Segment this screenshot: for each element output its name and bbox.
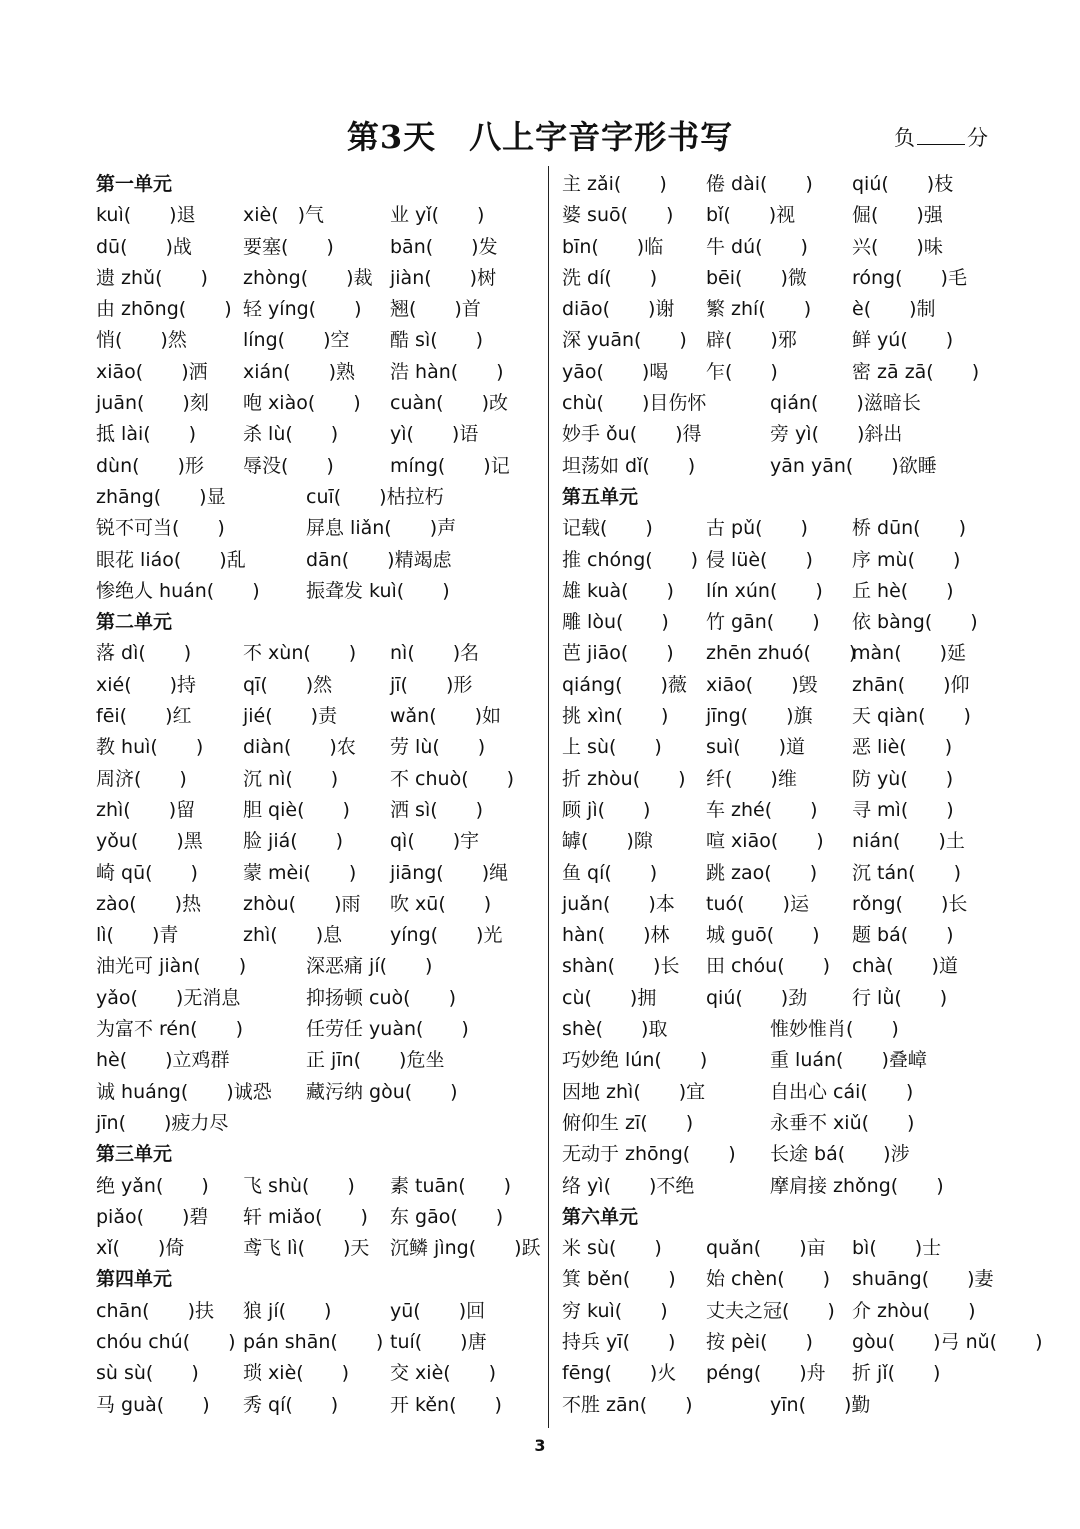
fill-blank-item[interactable]: 鱼 qí( ) bbox=[562, 861, 658, 884]
exercise-row bbox=[562, 451, 1002, 482]
fill-blank-item[interactable]: 城 guō( ) bbox=[706, 924, 820, 947]
fill-blank-item[interactable]: xiāo( )毁 bbox=[706, 673, 818, 696]
fill-blank-item[interactable]: jiāng( )绳 bbox=[390, 861, 509, 884]
fill-blank-item[interactable]: 牛 dú( ) bbox=[706, 235, 808, 258]
fill-blank-item[interactable]: 开 kěn( ) bbox=[390, 1393, 502, 1416]
fill-blank-item[interactable]: 俯仰生 zī( ) bbox=[562, 1111, 694, 1134]
fill-blank-item[interactable]: 古 pǔ( ) bbox=[706, 517, 808, 540]
fill-blank-item[interactable]: 绝 yǎn( ) bbox=[96, 1174, 209, 1197]
exercise-row bbox=[562, 1171, 1002, 1202]
exercise-row bbox=[562, 826, 1002, 857]
fill-blank-item[interactable]: jiàn( )树 bbox=[390, 266, 497, 289]
unit-heading: 第五单元 bbox=[562, 485, 639, 508]
fill-blank-item[interactable]: yīn( )勤 bbox=[770, 1393, 871, 1416]
fill-blank-item[interactable]: 上 sù( ) bbox=[562, 736, 662, 759]
score-field bbox=[894, 122, 988, 152]
fill-blank-item[interactable]: 桥 dūn( ) bbox=[852, 517, 967, 540]
fill-blank-item[interactable]: màn( )延 bbox=[852, 642, 967, 665]
fill-blank-item[interactable]: 惟妙惟肖( ) bbox=[770, 1018, 899, 1041]
fill-blank-item[interactable]: 雄 kuà( ) bbox=[562, 579, 674, 602]
fill-blank-item[interactable]: suì( )道 bbox=[706, 736, 806, 759]
fill-blank-item[interactable]: zhòu( )雨 bbox=[243, 892, 361, 915]
fill-blank-item[interactable]: 脸 jiá( ) bbox=[243, 830, 344, 853]
fill-blank-item[interactable]: róng( )毛 bbox=[852, 266, 967, 289]
fill-blank-item[interactable]: 主 zǎi( ) bbox=[562, 173, 667, 195]
fill-blank-item[interactable]: fēng( )火 bbox=[562, 1362, 677, 1385]
fill-blank-item[interactable]: chù( )目伤怀 bbox=[562, 392, 707, 415]
fill-blank-item[interactable]: 络 yì( )不绝 bbox=[562, 1174, 695, 1197]
fill-blank-item[interactable]: qiáng( )薇 bbox=[562, 673, 687, 696]
fill-blank-item[interactable]: 锐不可当( ) bbox=[96, 517, 225, 540]
fill-blank-item[interactable]: shuāng( )妻 bbox=[852, 1268, 994, 1291]
fill-blank-item[interactable]: dān( )精竭虑 bbox=[306, 548, 452, 571]
score-blank[interactable] bbox=[917, 126, 965, 145]
unit-heading: 第二单元 bbox=[96, 611, 173, 634]
exercise-row bbox=[562, 638, 1002, 669]
fill-blank-item[interactable]: shè( )取 bbox=[562, 1018, 668, 1041]
exercise-row bbox=[96, 638, 541, 669]
fill-blank-item[interactable]: 行 lǜ( ) bbox=[852, 986, 948, 1009]
fill-blank-item[interactable]: bān( )发 bbox=[390, 235, 498, 258]
exercise-row bbox=[562, 1264, 1002, 1295]
fill-blank-item[interactable]: qiú( )劲 bbox=[706, 986, 808, 1009]
fill-blank-item[interactable]: 为富不 rén( ) bbox=[96, 1018, 243, 1041]
fill-blank-item[interactable]: 崎 qū( ) bbox=[96, 861, 198, 884]
exercise-row bbox=[562, 701, 1002, 732]
fill-blank-item[interactable]: sù sù( ) bbox=[96, 1362, 199, 1385]
fill-blank-item[interactable]: zhān( )仰 bbox=[852, 673, 970, 696]
fill-blank-item[interactable]: 车 zhé( ) bbox=[706, 798, 818, 821]
fill-blank-item[interactable]: shàn( )长 bbox=[562, 955, 680, 978]
fill-blank-item[interactable]: 深 yuān( ) bbox=[562, 329, 687, 352]
fill-blank-item[interactable]: 辟( )邪 bbox=[706, 329, 797, 352]
fill-blank-item[interactable]: 要塞( ) bbox=[243, 235, 334, 258]
fill-blank-item[interactable]: 东 gāo( ) bbox=[390, 1205, 504, 1228]
exercise-row bbox=[96, 200, 541, 231]
fill-blank-item[interactable]: yǒu( )黑 bbox=[96, 830, 203, 853]
exercise-row bbox=[96, 419, 541, 450]
exercise-row bbox=[562, 1390, 1002, 1421]
fill-blank-item[interactable]: 咆 xiào( ) bbox=[243, 392, 361, 415]
fill-blank-item[interactable]: juǎn( )本 bbox=[562, 892, 675, 915]
fill-blank-item[interactable]: 洒 sì( ) bbox=[390, 798, 484, 821]
exercise-row bbox=[562, 764, 1002, 795]
right-column bbox=[562, 169, 1043, 1421]
exercise-row bbox=[96, 920, 541, 951]
exercise-row bbox=[96, 451, 541, 482]
fill-blank-item[interactable]: zhāng( )显 bbox=[96, 485, 226, 508]
fill-blank-item[interactable]: nián( )土 bbox=[852, 830, 965, 853]
fill-blank-item[interactable]: 洗 dí( ) bbox=[562, 266, 658, 289]
fill-blank-item[interactable]: 雕 lòu( ) bbox=[562, 611, 669, 634]
fill-blank-item[interactable]: 始 chèn( ) bbox=[706, 1268, 831, 1291]
exercise-row bbox=[562, 858, 1002, 889]
fill-blank-item[interactable]: 周济( ) bbox=[96, 767, 187, 790]
exercise-row bbox=[96, 1077, 541, 1108]
fill-blank-item[interactable]: 繁 zhí( ) bbox=[706, 298, 812, 321]
exercise-row bbox=[96, 701, 541, 732]
fill-blank-item[interactable]: 箕 běn( ) bbox=[562, 1268, 676, 1291]
score-prefix: 负 bbox=[894, 126, 915, 150]
fill-blank-item[interactable]: 藏污纳 gòu( ) bbox=[306, 1080, 458, 1103]
fill-blank-item[interactable]: kuì( )退 bbox=[96, 204, 196, 227]
fill-blank-item[interactable]: 杀 lù( ) bbox=[243, 423, 339, 446]
fill-blank-item[interactable]: 抵 lài( ) bbox=[96, 423, 197, 446]
fill-blank-item[interactable]: chà( )道 bbox=[852, 955, 958, 978]
exercise-row bbox=[96, 357, 541, 388]
exercise-row bbox=[96, 951, 541, 982]
exercise-row bbox=[562, 263, 1002, 294]
fill-blank-item[interactable]: zhì( )留 bbox=[96, 798, 196, 821]
fill-blank-item[interactable]: 振聋发 kuì( ) bbox=[306, 579, 450, 602]
fill-blank-item[interactable]: 折 jǐ( ) bbox=[852, 1362, 941, 1385]
fill-blank-item[interactable]: nì( )名 bbox=[390, 642, 480, 665]
fill-blank-item[interactable]: 沉鳞 jìng( )跃 bbox=[390, 1237, 541, 1260]
fill-blank-item[interactable]: 寻 mì( ) bbox=[852, 798, 954, 821]
fill-blank-item[interactable]: 密 zā zā( ) bbox=[852, 360, 980, 383]
fill-blank-item[interactable]: 防 yù( ) bbox=[852, 767, 954, 790]
fill-blank-item[interactable]: jīn( )疲力尽 bbox=[96, 1111, 229, 1134]
fill-blank-item[interactable]: hè( )立鸡群 bbox=[96, 1049, 230, 1072]
fill-blank-item[interactable]: yān yān( )欲睡 bbox=[770, 454, 937, 477]
exercise-row bbox=[562, 1108, 1002, 1139]
fill-blank-item[interactable]: 秀 qí( ) bbox=[243, 1393, 339, 1416]
fill-blank-item[interactable]: rǒng( )长 bbox=[852, 892, 968, 915]
exercise-row bbox=[96, 1202, 541, 1233]
fill-blank-item[interactable]: 劳 lù( ) bbox=[390, 736, 486, 759]
fill-blank-item[interactable]: 倔( )强 bbox=[852, 204, 943, 227]
fill-blank-item[interactable]: 穷 kuì( ) bbox=[562, 1299, 668, 1322]
fill-blank-item[interactable]: qī( )然 bbox=[243, 673, 333, 696]
fill-blank-item[interactable]: 鲜 yú( ) bbox=[852, 329, 954, 352]
left-column bbox=[96, 169, 541, 1421]
exercise-row bbox=[96, 732, 541, 763]
fill-blank-item[interactable]: cù( )拥 bbox=[562, 986, 657, 1009]
page-title: 第3天 八上字音字形书写 bbox=[346, 118, 734, 156]
fill-blank-item[interactable]: 罅( )隙 bbox=[562, 830, 653, 853]
exercise-row bbox=[96, 983, 541, 1014]
fill-blank-item[interactable]: 题 bá( ) bbox=[852, 924, 954, 947]
fill-blank-item[interactable]: 蒙 mèi( ) bbox=[243, 861, 357, 884]
score-suffix: 分 bbox=[967, 126, 988, 150]
fill-blank-item[interactable]: zhēn zhuó( ) bbox=[706, 642, 857, 665]
exercise-row bbox=[96, 1233, 541, 1264]
fill-blank-item[interactable]: 持兵 yī( ) bbox=[562, 1330, 676, 1353]
fill-blank-item[interactable]: chóu chú( ) bbox=[96, 1330, 236, 1353]
exercise-row bbox=[96, 513, 541, 544]
fill-blank-item[interactable]: zào( )热 bbox=[96, 892, 202, 915]
fill-blank-item[interactable]: 天 qiàn( ) bbox=[852, 705, 971, 728]
exercise-row bbox=[96, 1327, 541, 1358]
fill-blank-item[interactable]: dùn( )形 bbox=[96, 454, 204, 477]
fill-blank-item[interactable]: juān( )刻 bbox=[96, 392, 209, 415]
fill-blank-item[interactable]: 遗 zhǔ( ) bbox=[96, 266, 208, 289]
unit-heading: 第三单元 bbox=[96, 1143, 173, 1166]
fill-blank-item[interactable]: 重 luán( )叠嶂 bbox=[770, 1049, 927, 1072]
fill-blank-item[interactable]: 侵 lüè( ) bbox=[706, 548, 813, 571]
exercise-row bbox=[96, 889, 541, 920]
exercise-row bbox=[562, 545, 1002, 576]
exercise-row bbox=[96, 325, 541, 356]
exercise-row bbox=[96, 858, 541, 889]
fill-blank-item[interactable]: 倦 dài( ) bbox=[706, 173, 813, 195]
fill-blank-item[interactable]: 任劳任 yuàn( ) bbox=[306, 1018, 469, 1041]
unit-heading: 第四单元 bbox=[96, 1268, 173, 1291]
exercise-row bbox=[562, 388, 1002, 419]
exercise-row bbox=[562, 951, 1002, 982]
fill-blank-item[interactable]: 摩肩接 zhǒng( ) bbox=[770, 1174, 944, 1197]
fill-blank-item[interactable]: 无动于 zhōng( ) bbox=[562, 1143, 736, 1166]
page-number: 3 bbox=[534, 1436, 546, 1455]
fill-blank-item[interactable]: quǎn( )亩 bbox=[706, 1237, 826, 1260]
fill-blank-item[interactable]: yāo( )喝 bbox=[562, 360, 669, 383]
fill-blank-item[interactable]: lín xún( ) bbox=[706, 579, 823, 602]
fill-blank-item[interactable]: yíng( )光 bbox=[390, 924, 503, 947]
fill-blank-item[interactable]: 沉 tán( ) bbox=[852, 861, 961, 884]
fill-blank-item[interactable]: yǎo( )无消息 bbox=[96, 986, 241, 1009]
exercise-row bbox=[562, 670, 1002, 701]
fill-blank-item[interactable]: 屏息 liǎn( )声 bbox=[306, 517, 457, 540]
exercise-row bbox=[96, 1014, 541, 1045]
exercise-row bbox=[96, 1108, 541, 1139]
exercise-row bbox=[96, 826, 541, 857]
fill-blank-item[interactable]: qián( )滋暗长 bbox=[770, 392, 921, 415]
fill-blank-item[interactable]: 素 tuān( ) bbox=[390, 1174, 512, 1197]
exercise-row bbox=[96, 795, 541, 826]
fill-blank-item[interactable]: 喧 xiāo( ) bbox=[706, 830, 824, 853]
fill-blank-item[interactable]: 不 chuò( ) bbox=[390, 767, 515, 790]
exercise-row bbox=[562, 889, 1002, 920]
exercise-row bbox=[96, 263, 541, 294]
exercise-row bbox=[562, 1296, 1002, 1327]
fill-blank-item[interactable]: wǎn( )如 bbox=[390, 705, 502, 728]
fill-blank-item[interactable]: jié( )责 bbox=[243, 705, 338, 728]
fill-blank-item[interactable]: 按 pèi( ) bbox=[706, 1330, 813, 1353]
fill-blank-item[interactable]: xiāo( )洒 bbox=[96, 360, 208, 383]
fill-blank-item[interactable]: 诚 huáng( )诚恐 bbox=[96, 1080, 272, 1103]
unit-heading: 第一单元 bbox=[96, 173, 173, 195]
fill-blank-item[interactable]: yì( )语 bbox=[390, 423, 479, 446]
fill-blank-item[interactable]: 辱没( ) bbox=[243, 454, 334, 477]
exercise-row bbox=[562, 200, 1002, 231]
fill-blank-item[interactable]: 狼 jí( ) bbox=[243, 1299, 332, 1322]
fill-blank-item[interactable]: xǐ( )倚 bbox=[96, 1237, 185, 1260]
fill-blank-item[interactable]: 落 dì( ) bbox=[96, 642, 192, 665]
fill-blank-item[interactable]: 巧妙绝 lún( ) bbox=[562, 1049, 708, 1072]
fill-blank-item[interactable]: 轻 yíng( ) bbox=[243, 298, 362, 321]
exercise-row bbox=[96, 545, 541, 576]
exercise-row bbox=[562, 294, 1002, 325]
exercise-row bbox=[562, 325, 1002, 356]
fill-blank-item[interactable]: 鸢飞 lì( )天 bbox=[243, 1237, 370, 1260]
fill-blank-item[interactable]: 推 chóng( ) bbox=[562, 548, 699, 571]
fill-blank-item[interactable]: 序 mù( ) bbox=[852, 548, 961, 571]
exercise-row bbox=[562, 419, 1002, 450]
fill-blank-item[interactable]: xiè( )气 bbox=[243, 204, 325, 227]
fill-blank-item[interactable]: 不 xùn( ) bbox=[243, 642, 357, 665]
fill-blank-item[interactable]: 永垂不 xiǔ( ) bbox=[770, 1111, 915, 1134]
fill-blank-item[interactable]: 挑 xìn( ) bbox=[562, 705, 669, 728]
fill-blank-item[interactable]: dū( )战 bbox=[96, 235, 192, 258]
exercise-row bbox=[562, 920, 1002, 951]
fill-blank-item[interactable]: xián( )熟 bbox=[243, 360, 356, 383]
exercise-row bbox=[562, 576, 1002, 607]
column-divider bbox=[548, 166, 549, 1428]
exercise-row bbox=[562, 1045, 1002, 1076]
exercise-row bbox=[562, 732, 1002, 763]
fill-blank-item[interactable]: péng( )舟 bbox=[706, 1362, 826, 1385]
fill-blank-item[interactable]: 沉 nì( ) bbox=[243, 767, 339, 790]
fill-blank-item[interactable]: 自出心 cái( ) bbox=[770, 1080, 914, 1103]
fill-blank-item[interactable]: 婆 suō( ) bbox=[562, 204, 674, 227]
fill-blank-item[interactable]: 由 zhōng( ) bbox=[96, 298, 232, 321]
fill-blank-item[interactable]: 旁 yì( )斜出 bbox=[770, 423, 903, 446]
fill-blank-item[interactable]: hàn( )林 bbox=[562, 924, 670, 947]
fill-blank-item[interactable]: zhì( )息 bbox=[243, 924, 343, 947]
fill-blank-item[interactable]: 胆 qiè( ) bbox=[243, 798, 350, 821]
fill-blank-item[interactable]: jīng( )旗 bbox=[706, 705, 813, 728]
exercise-row bbox=[562, 513, 1002, 544]
exercise-row bbox=[96, 1358, 541, 1389]
fill-blank-item[interactable]: bǐ( )视 bbox=[706, 204, 796, 227]
fill-blank-item[interactable]: 竹 gān( ) bbox=[706, 611, 820, 634]
fill-blank-item[interactable]: 恶 liè( ) bbox=[852, 736, 953, 759]
fill-blank-item[interactable]: jī( )形 bbox=[390, 673, 473, 696]
fill-blank-item[interactable]: 芭 jiāo( ) bbox=[562, 642, 674, 665]
exercise-row bbox=[96, 1045, 541, 1076]
fill-blank-item[interactable]: 抑扬顿 cuò( ) bbox=[306, 986, 456, 1009]
exercise-row bbox=[562, 983, 1002, 1014]
fill-blank-item[interactable]: 因地 zhì( )宜 bbox=[562, 1080, 706, 1103]
exercise-row bbox=[562, 169, 1002, 200]
fill-blank-item[interactable]: qì( )宇 bbox=[390, 830, 480, 853]
fill-blank-item[interactable]: cuàn( )改 bbox=[390, 392, 508, 415]
fill-blank-item[interactable]: 悄( )然 bbox=[96, 329, 187, 352]
fill-blank-item[interactable]: 琐 xiè( ) bbox=[243, 1362, 350, 1385]
fill-blank-item[interactable]: 丈夫之冠( ) bbox=[706, 1299, 835, 1322]
exercise-row bbox=[562, 357, 1002, 388]
fill-blank-item[interactable]: 坦荡如 dǐ( ) bbox=[562, 454, 696, 477]
fill-blank-item[interactable]: 乍( ) bbox=[706, 360, 778, 383]
fill-blank-item[interactable]: 交 xiè( ) bbox=[390, 1362, 497, 1385]
fill-blank-item[interactable]: tuí( )唐 bbox=[390, 1330, 487, 1353]
fill-blank-item[interactable]: fēi( )红 bbox=[96, 705, 192, 728]
exercise-row bbox=[96, 670, 541, 701]
exercise-row bbox=[562, 1139, 1002, 1170]
fill-blank-item[interactable]: 米 sù( ) bbox=[562, 1237, 662, 1260]
unit-heading: 第六单元 bbox=[562, 1205, 639, 1228]
fill-blank-item[interactable]: 浩 hàn( ) bbox=[390, 360, 504, 383]
exercise-row bbox=[562, 1014, 1002, 1045]
exercise-row bbox=[562, 1233, 1002, 1264]
fill-blank-item[interactable]: 折 zhòu( ) bbox=[562, 767, 686, 790]
fill-blank-item[interactable]: cuī( )枯拉朽 bbox=[306, 485, 444, 508]
fill-blank-item[interactable]: míng( )记 bbox=[390, 454, 510, 477]
fill-blank-item[interactable]: 不胜 zān( ) bbox=[562, 1393, 693, 1416]
fill-blank-item[interactable]: 惨绝人 huán( ) bbox=[96, 579, 260, 602]
fill-blank-item[interactable]: zhòng( )裁 bbox=[243, 266, 373, 289]
exercise-row bbox=[562, 795, 1002, 826]
fill-blank-item[interactable]: 介 zhòu( ) bbox=[852, 1299, 976, 1322]
fill-blank-item[interactable]: bīn( )临 bbox=[562, 235, 664, 258]
fill-blank-item[interactable]: qiú( )枝 bbox=[852, 173, 954, 195]
fill-blank-item[interactable]: 教 huì( ) bbox=[96, 736, 204, 759]
fill-blank-item[interactable]: 正 jīn( )危坐 bbox=[306, 1049, 445, 1072]
fill-blank-item[interactable]: 吹 xū( ) bbox=[390, 892, 492, 915]
exercise-row bbox=[96, 294, 541, 325]
fill-blank-item[interactable]: 长途 bá( )涉 bbox=[770, 1143, 910, 1166]
fill-blank-item[interactable]: lì( )青 bbox=[96, 924, 179, 947]
exercise-row bbox=[562, 607, 1002, 638]
fill-blank-item[interactable]: chān( )扶 bbox=[96, 1299, 214, 1322]
exercise-row bbox=[562, 1327, 1043, 1358]
fill-blank-item[interactable]: 记载( ) bbox=[562, 517, 653, 540]
exercise-row bbox=[96, 1296, 541, 1327]
exercise-row bbox=[562, 1358, 1002, 1389]
fill-blank-item[interactable]: è( )制 bbox=[852, 298, 936, 321]
fill-blank-item[interactable]: diāo( )谢 bbox=[562, 298, 675, 321]
exercise-row bbox=[96, 482, 541, 513]
exercise-row bbox=[96, 232, 541, 263]
fill-blank-item[interactable]: 深恶痛 jí( ) bbox=[306, 955, 433, 978]
fill-blank-item[interactable]: 酷 sì( ) bbox=[390, 329, 484, 352]
fill-blank-item[interactable]: 马 guà( ) bbox=[96, 1393, 210, 1416]
fill-blank-item[interactable]: 眼花 liáo( )乱 bbox=[96, 548, 246, 571]
fill-blank-item[interactable]: 轩 miǎo( ) bbox=[243, 1205, 368, 1228]
exercise-row bbox=[96, 576, 541, 607]
exercise-row bbox=[96, 388, 541, 419]
fill-blank-item[interactable]: 翘( )首 bbox=[390, 298, 481, 321]
fill-blank-item[interactable]: 飞 shù( ) bbox=[243, 1174, 355, 1197]
fill-blank-item[interactable]: bēi( )微 bbox=[706, 266, 807, 289]
fill-blank-item[interactable]: tuó( )运 bbox=[706, 892, 809, 915]
fill-blank-item[interactable]: líng( )空 bbox=[243, 329, 350, 352]
fill-blank-item[interactable]: bì( )士 bbox=[852, 1237, 942, 1260]
fill-blank-item[interactable]: diàn( )农 bbox=[243, 736, 356, 759]
fill-blank-item[interactable]: 油光可 jiàn( ) bbox=[96, 955, 247, 978]
fill-blank-item[interactable]: 兴( )味 bbox=[852, 235, 943, 258]
fill-blank-item[interactable]: 业 yǐ( ) bbox=[390, 204, 485, 227]
exercise-row bbox=[96, 1171, 541, 1202]
exercise-row bbox=[562, 1077, 1002, 1108]
fill-blank-item[interactable]: xié( )持 bbox=[96, 673, 197, 696]
fill-blank-item[interactable]: 妙手 ǒu( )得 bbox=[562, 423, 702, 446]
fill-blank-item[interactable]: 丘 hè( ) bbox=[852, 579, 954, 602]
fill-blank-item[interactable]: 纤( )维 bbox=[706, 767, 797, 790]
fill-blank-item[interactable]: 依 bàng( ) bbox=[852, 611, 978, 634]
exercise-row bbox=[562, 232, 1002, 263]
fill-blank-item[interactable]: pán shān( ) bbox=[243, 1330, 384, 1353]
fill-blank-item[interactable]: yū( )回 bbox=[390, 1299, 486, 1322]
exercise-row bbox=[96, 764, 541, 795]
fill-blank-item[interactable]: 顾 jì( ) bbox=[562, 798, 651, 821]
fill-blank-item[interactable]: 田 chóu( ) bbox=[706, 955, 831, 978]
fill-blank-item[interactable]: 跳 zao( ) bbox=[706, 861, 818, 884]
fill-blank-item[interactable]: piǎo( )碧 bbox=[96, 1205, 209, 1228]
fill-blank-item[interactable]: gòu( )弓 nǔ( ) bbox=[852, 1330, 1043, 1353]
exercise-row bbox=[96, 1390, 541, 1421]
